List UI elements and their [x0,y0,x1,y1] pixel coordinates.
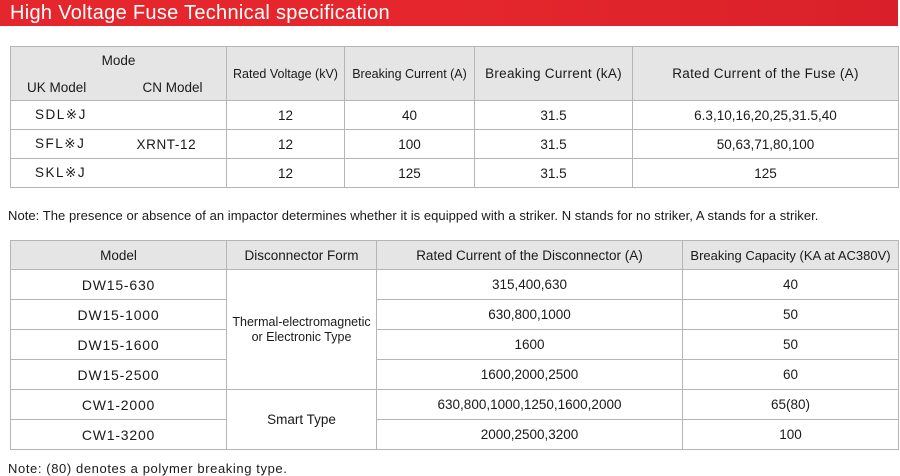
disconnector-current-header: Rated Current of the Disconnector (A) [377,241,683,270]
table-row [11,420,899,450]
rated-current-cell: 315,400,630 [377,270,683,300]
breaking-current-a-cell: 40 [345,101,475,130]
rated-current-cell: 1600,2000,2500 [377,360,683,390]
breaking-current-ka-cell: 31.5 [475,159,633,188]
model-cell: CW1-2000 [11,390,227,420]
rated-current-cell: 125 [633,159,899,188]
model-cell: DW15-2500 [11,360,227,390]
rated-voltage-cell: 12 [227,101,345,130]
breaking-current-ka-header: Breaking Current (kA) [475,47,633,101]
polymer-note: Note: (80) denotes a polymer breaking type. [8,461,288,476]
model-cell: DW15-1000 [11,300,227,330]
rated-voltage-cell: 12 [227,130,345,159]
cn-model-cell [123,101,227,130]
rated-current-cell: 630,800,1000,1250,1600,2000 [377,390,683,420]
model-cell: DW15-1600 [11,330,227,360]
rated-current-cell: 6.3,10,16,20,25,31.5,40 [633,101,899,130]
form-cell-thermal: Thermal-electromagnetic or Electronic Type [227,270,377,390]
rated-current-cell: 50,63,71,80,100 [633,130,899,159]
form-cell-smart: Smart Type [227,390,377,450]
table-row [11,101,899,130]
table-row [11,300,899,330]
breaking-current-a-cell: 100 [345,130,475,159]
model-cell: DW15-630 [11,270,227,300]
model-header: Model [11,241,227,270]
table-row [11,390,899,420]
breaking-current-a-header: Breaking Current (A) [345,47,475,101]
capacity-cell: 60 [683,360,899,390]
table-row [11,130,899,159]
cn-model-cell [123,159,227,188]
cn-model-cell: XRNT-12 [123,130,227,159]
disconnector-form-header: Disconnector Form [227,241,377,270]
breaking-current-ka-cell: 31.5 [475,130,633,159]
table-row [11,270,899,300]
striker-note: Note: The presence or absence of an impactor determines whether it is equipped with a striker. N stands for no striker, A stands for a striker. [8,208,819,223]
title-banner [0,0,898,26]
cn-model-header: CN Model [123,74,227,101]
rated-current-cell: 630,800,1000 [377,300,683,330]
rated-current-header: Rated Current of the Fuse (A) [633,47,899,101]
fuse-spec-table [10,46,899,188]
uk-model-cell: SKL※J [11,159,123,188]
table-header-row [11,47,899,75]
rated-voltage-cell: 12 [227,159,345,188]
rated-current-cell: 2000,2500,3200 [377,420,683,450]
uk-model-header: UK Model [11,74,123,101]
model-cell: CW1-3200 [11,420,227,450]
capacity-cell: 40 [683,270,899,300]
table-row [11,159,899,188]
table-row [11,360,899,390]
rated-current-cell: 1600 [377,330,683,360]
banner-accent [448,0,898,26]
uk-model-cell: SFL※J [11,130,123,159]
uk-model-cell: SDL※J [11,101,123,130]
breaking-current-ka-cell: 31.5 [475,101,633,130]
table-row [11,330,899,360]
table-header-row [11,241,899,270]
mode-header: Mode [11,47,227,75]
capacity-cell: 50 [683,300,899,330]
capacity-cell: 50 [683,330,899,360]
disconnector-table [10,240,899,450]
breaking-current-a-cell: 125 [345,159,475,188]
rated-voltage-header: Rated Voltage (kV) [227,47,345,101]
breaking-capacity-header: Breaking Capacity (KA at AC380V) [683,241,899,270]
capacity-cell: 100 [683,420,899,450]
capacity-cell: 65(80) [683,390,899,420]
page-title: High Voltage Fuse Technical specification [10,2,390,24]
